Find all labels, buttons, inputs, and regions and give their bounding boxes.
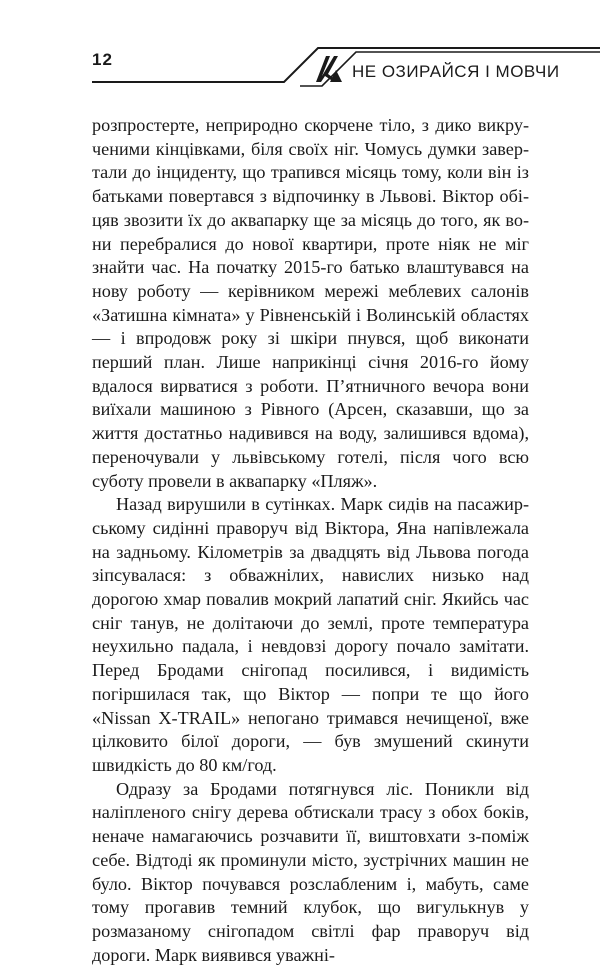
paragraph-2: Назад вирушили в сутінках. Марк сидів на пасажирському сидінні праворуч від Віктора, Яна напівлежала на задньому. Кілометрів за двадцять від Львова погода зіпсувалася: з обважнілих, навислих низько над дорогою хмар повалив мокрий лапатий сніг. Якийсь час сніг танув, не долітаючи до землі, проте температура неухильно падала, і невдовзі дорогу почало замітати. Перед Бродами снігопад посилився, і видимість погіршилася так, що Віктор — попри те що його «Nissan X-TRAIL» непогано тримався нечищеної, вже цілковито білої дороги, — був змушений скинути швидкість до 80 км/год. (92, 494, 529, 775)
series-title: НЕ ОЗИРАЙСЯ І МОВЧИ (352, 62, 560, 81)
page-text (92, 114, 529, 967)
page-number: 12 (92, 50, 113, 69)
series-monogram-icon (312, 52, 346, 86)
paragraph-1: розпростерте, неприродно скорчене тіло, з дико викрученими кінцівками, біля своїх ніг. Чомусь думки завертали до інциденту, що трапився місяць тому, коли він із батьками повертався з відпочинку в Львові. Віктор обіцяв звозити їх до аквапарку ще за місяць до того, як вони перебралися до нової квартири, проте ніяк не міг знайти час. На початку 2015-го батько влаштувався на нову роботу — керівником мережі меблевих салонів «Затишна кімната» у Рівненській і Волинській областях — і впродовж року зі шкіри пнувся, щоб виконати перший план. Лише наприкінці січня 2016-го йому вдалося вирватися з роботи. П’ятничного вечора вони виїхали машиною з Рівного (Арсен, сказавши, що за життя достатньо надивився на воду, залишився вдома), переночували у львівському готелі, після чого всю суботу провели в аквапарку «Пляж». (92, 115, 529, 491)
paragraph-3: Одразу за Бродами потягнувся ліс. Поникли від наліпленого снігу дерева обтискали трасу з обох боків, неначе намагаючись розчавити її, виштовхати з-поміж себе. Відтоді як проминули місто, зустрічних машин не було. Віктор почувався розслабленим і, мабуть, саме тому прогавив темний клубок, що вигулькнув у розмазаному снігопадом світлі фар праворуч від дороги. Марк виявився уважні- (92, 778, 529, 965)
page-header (0, 0, 600, 90)
